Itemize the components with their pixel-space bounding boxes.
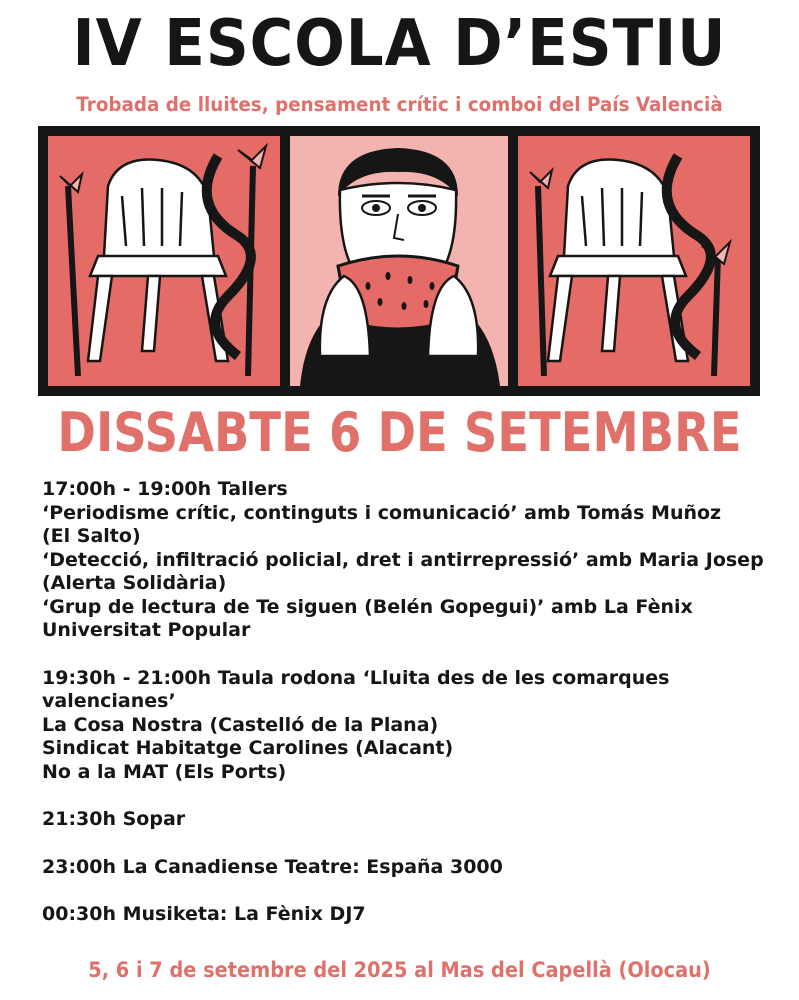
schedule-line: Universitat Popular: [42, 619, 251, 641]
chair-panel-left: [48, 136, 280, 386]
schedule-line: No a la MAT (Els Ports): [42, 760, 287, 783]
poster-subtitle: Trobada de lluites, pensament crític i comboi del País Valencià: [76, 93, 723, 116]
schedule-line: 23:00h La Canadiense Teatre: España 3000: [42, 855, 503, 878]
schedule-line: 00:30h Musiketa: La Fènix DJ7: [42, 903, 366, 925]
schedule-line: 21:30h Sopar: [42, 808, 186, 830]
schedule-line: La Cosa Nostra (Castelló de la Plana): [42, 713, 439, 736]
schedule: [42, 478, 762, 951]
schedule-line: ‘Grup de lectura de Te siguen (Belén Gopegui)’ amb La Fènix: [42, 595, 693, 618]
center-panel-person: [290, 136, 508, 386]
schedule-line: 19:30h - 21:00h Taula rodona ‘Lluita des de les comarques: [42, 666, 670, 689]
footer-dates-location: 5, 6 i 7 de setembre del 2025 al Mas del Capellà (Olocau): [88, 958, 711, 982]
schedule-block-sopar: [42, 808, 762, 832]
schedule-line: (Alerta Solidària): [42, 572, 227, 594]
schedule-line: ‘Detecció, infiltració policial, dret i antirrepressió’ amb Maria Josep: [42, 548, 764, 571]
illustration: [38, 126, 760, 396]
schedule-block-teatre: [42, 856, 762, 880]
poster-title: IV ESCOLA D’ESTIU: [72, 7, 727, 81]
schedule-line: Sindicat Habitatge Carolines (Alacant): [42, 737, 454, 759]
schedule-line: 17:00h - 19:00h Tallers: [42, 478, 288, 500]
schedule-block-tallers: [42, 478, 762, 643]
date-heading: DISSABTE 6 DE SETEMBRE: [57, 401, 742, 464]
chair-panel-right: [518, 136, 750, 386]
schedule-line: ‘Periodisme crític, continguts i comunicació’ amb Tomás Muñoz: [42, 501, 722, 524]
schedule-line: valencianes’: [42, 690, 176, 712]
schedule-line: (El Salto): [42, 525, 141, 547]
schedule-block-musiketa: [42, 903, 762, 927]
schedule-block-taula-rodona: [42, 667, 762, 785]
